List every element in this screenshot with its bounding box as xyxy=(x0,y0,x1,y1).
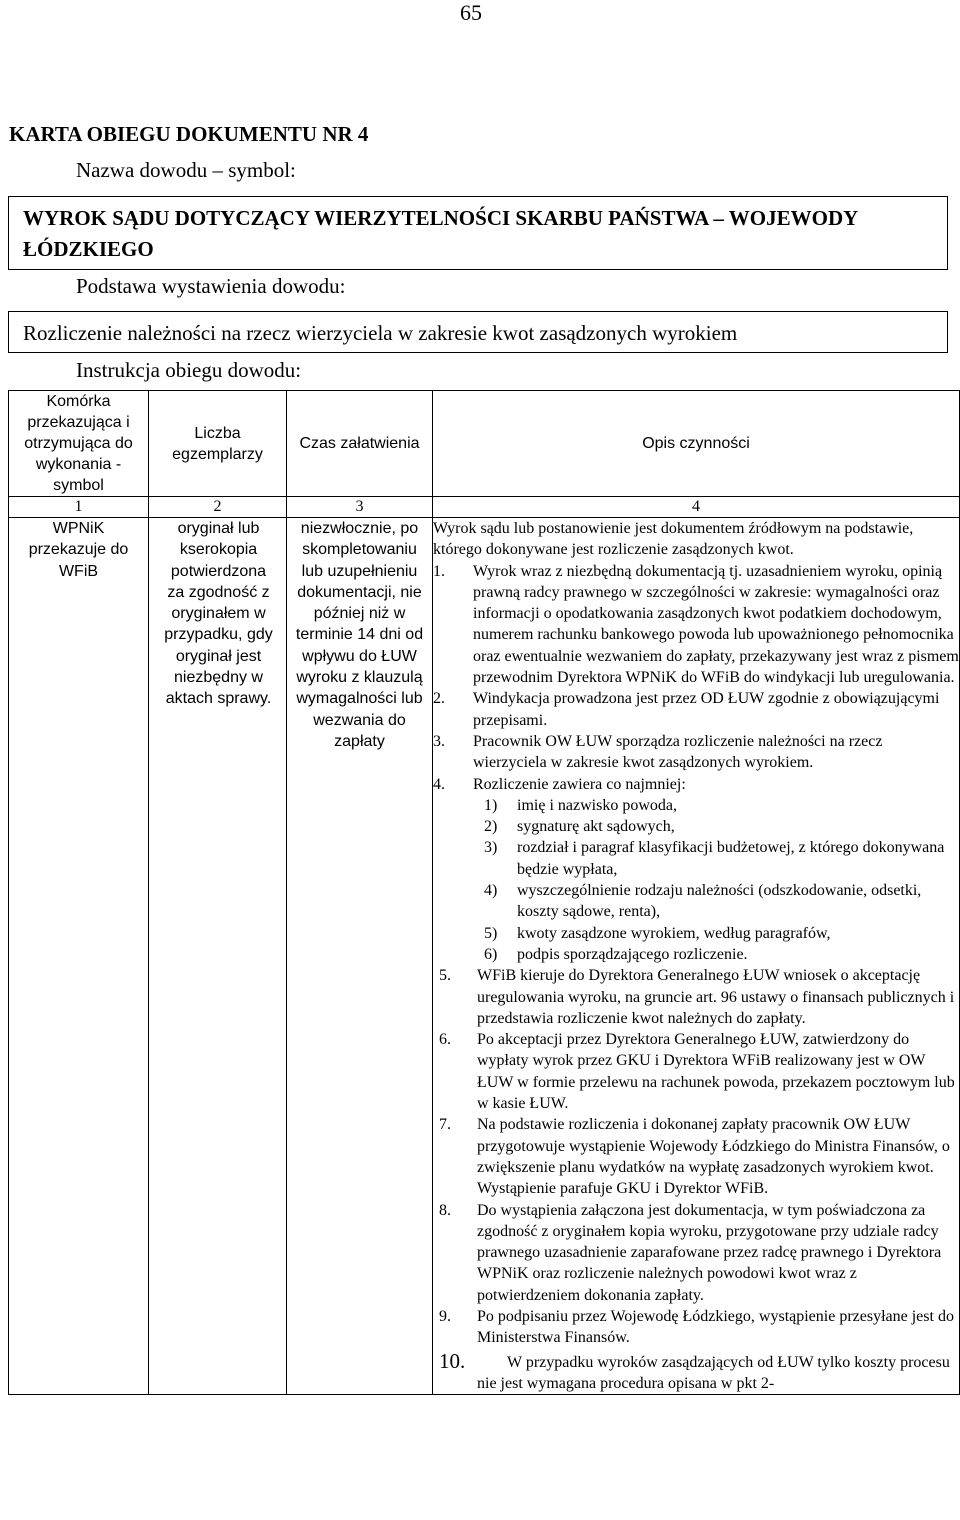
list-item xyxy=(484,923,959,944)
step-text: Na podstawie rozliczenia i dokonanej zapłaty pracownik OW ŁUW przygotowuje wystąpienie Wojewody Łódzkiego do Ministra Finansów, o zwiększenie planu wydatków na wypłatę zasadzonych wyrokiem kwot. Wystąpienie parafuje GKU i Dyrektor WFiB. xyxy=(477,1116,950,1198)
substep-text: wyszczególnienie rodzaju należności (odszkodowanie, odsetki, koszty sądowe, renta), xyxy=(517,882,922,921)
step-text: Po akceptacji przez Dyrektora Generalnego ŁUW, zatwierdzony do wypłaty wyrok przez GKU i Dyrektora WFiB realizowany jest w OW ŁUW w formie przelewu na rachunek powoda, przekazem pocztowym lub w kasie ŁUW. xyxy=(477,1031,955,1113)
substep-text: imię i nazwisko powoda, xyxy=(517,796,677,814)
cell-time: niezwłocznie, po skompletowaniu lub uzupełnieniu dokumentacji, nie później niż w terminie 14 dni od wpływu do ŁUW wyroku z klauzulą wymagalności lub wezwania do zapłaty xyxy=(287,518,433,1395)
step-number: 5. xyxy=(439,967,451,985)
basis-label: Podstawa wystawienia dowodu: xyxy=(76,274,346,298)
step-number: 8. xyxy=(439,1201,451,1219)
substep-number: 1) xyxy=(484,796,498,814)
step-number: 2. xyxy=(433,690,445,708)
step-text: Do wystąpienia załączona jest dokumentacja, w tym poświadczona za zgodność z oryginałem kopia wyroku, przygotowane przy udziale radcy prawnego uzasadnienie zaparafowane przez radcę prawnego i Dyrektora WPNiK oraz rozliczenie należnych powodowi kwot wraz z potwierdzeniem dokonania zapłaty. xyxy=(477,1201,942,1304)
list-item xyxy=(433,731,959,774)
step-text: Po podpisaniu przez Wojewodę Łódzkiego, wystąpienie przesyłane jest do Ministerstwa Finansów. xyxy=(477,1307,954,1347)
table-header-row xyxy=(9,391,960,497)
list-item xyxy=(433,1306,959,1349)
substep-number: 5) xyxy=(484,924,498,942)
cell-unit: WPNiK przekazuje do WFiB xyxy=(9,518,149,1395)
substep-number: 4) xyxy=(484,882,498,900)
basis-box xyxy=(8,311,948,353)
header-copies: Liczba egzemplarzy xyxy=(149,391,287,497)
list-item xyxy=(484,795,959,816)
list-item xyxy=(433,1349,959,1395)
list-item xyxy=(484,880,959,923)
page-number: 65 xyxy=(460,0,482,25)
list-item xyxy=(433,561,959,689)
instruction-label: Instrukcja obiegu dowodu: xyxy=(76,358,302,382)
basis-text: Rozliczenie należności na rzecz wierzyciela w zakresie kwot zasądzonych wyrokiem xyxy=(23,321,738,345)
substep-text: kwoty zasądzone wyrokiem, według paragrafów, xyxy=(517,924,831,942)
column-number-row xyxy=(9,497,960,518)
substep-text: podpis sporządzającego rozliczenie. xyxy=(517,945,748,963)
card-title: KARTA OBIEGU DOKUMENTU NR 4 xyxy=(9,122,369,146)
doc-name: WYROK SĄDU DOTYCZĄCY WIERZYTELNOŚCI SKARBU PAŃSTWA – WOJEWODY ŁÓDZKIEGO xyxy=(23,206,858,261)
list-item xyxy=(433,774,959,966)
step-text: Rozliczenie zawiera co najmniej: xyxy=(473,775,686,793)
step-number: 4. xyxy=(433,775,445,793)
header-unit: Komórka przekazująca i otrzymująca do wykonania - symbol xyxy=(9,391,149,497)
list-item xyxy=(433,965,959,1029)
step-number: 6. xyxy=(439,1031,451,1049)
column-number: 1 xyxy=(9,497,149,518)
list-item xyxy=(433,1029,959,1114)
list-item xyxy=(433,1200,959,1306)
substeps-list xyxy=(473,795,959,965)
step-text: Pracownik OW ŁUW sporządza rozliczenie należności na rzecz wierzyciela w zakresie kwot zasądzonych wyrokiem. xyxy=(473,732,883,772)
step-text: Windykacja prowadzona jest przez OD ŁUW zgodnie z obowiązującymi przepisami. xyxy=(473,690,940,729)
cell-copies: oryginał lub kserokopia potwierdzona za zgodność z oryginałem w przypadku, gdy oryginał jest niezbędny w aktach sprawy. xyxy=(149,518,287,1395)
steps-list xyxy=(433,561,959,1395)
step-number: 10. xyxy=(439,1348,466,1373)
header-description: Opis czynności xyxy=(433,391,960,497)
column-number: 4 xyxy=(433,497,960,518)
cell-description xyxy=(433,518,960,1395)
list-item xyxy=(484,944,959,965)
list-item xyxy=(484,837,959,880)
circulation-table xyxy=(8,390,960,1395)
table-row xyxy=(9,518,960,1395)
step-text: Wyrok wraz z niezbędną dokumentacją tj. uzasadnieniem wyroku, opinią prawną radcy prawnego w szczególności w zakresie: wymagalności oraz informacji o opodatkowania zasądzonych kwot podatkiem dochodowym, numerem rachunku bankowego powoda lub upoważnionego pełnomocnika oraz ewentualnie wezwaniem do zapłaty, przekazywany jest wraz z pismem przewodnim Dyrektora WPNiK do WFiB do windykacji lub uregulowania. xyxy=(473,562,959,687)
list-item xyxy=(433,1114,959,1199)
step-number: 7. xyxy=(439,1116,451,1134)
step-number: 9. xyxy=(439,1307,451,1325)
column-number: 3 xyxy=(287,497,433,518)
header-time: Czas załatwienia xyxy=(287,391,433,497)
list-item xyxy=(433,688,959,731)
doc-name-box xyxy=(8,196,948,270)
step-number: 1. xyxy=(433,562,445,580)
column-number: 2 xyxy=(149,497,287,518)
substep-number: 6) xyxy=(484,945,498,963)
substep-number: 3) xyxy=(484,839,498,857)
substep-number: 2) xyxy=(484,818,498,836)
list-item xyxy=(484,816,959,837)
substep-text: sygnaturę akt sądowych, xyxy=(517,818,675,836)
step-number: 3. xyxy=(433,732,445,750)
step-text: WFiB kieruje do Dyrektora Generalnego ŁUW wniosek o akceptację uregulowania wyroku, na gruncie art. 96 ustawy o finansach publicznych i przedstawia rozliczenie kwot należnych do zapłaty. xyxy=(477,967,955,1027)
doc-name-label: Nazwa dowodu – symbol: xyxy=(76,158,296,182)
step-text: W przypadku wyroków zasądzających od ŁUW tylko koszty procesu nie jest wymagana procedura opisana w pkt 2- xyxy=(477,1353,950,1392)
substep-text: rozdział i paragraf klasyfikacji budżetowej, z którego dokonywana będzie wypłata, xyxy=(517,839,945,878)
description-intro: Wyrok sądu lub postanowienie jest dokumentem źródłowym na podstawie, którego dokonywane jest rozliczenie zasądzonych kwot. xyxy=(433,520,914,559)
